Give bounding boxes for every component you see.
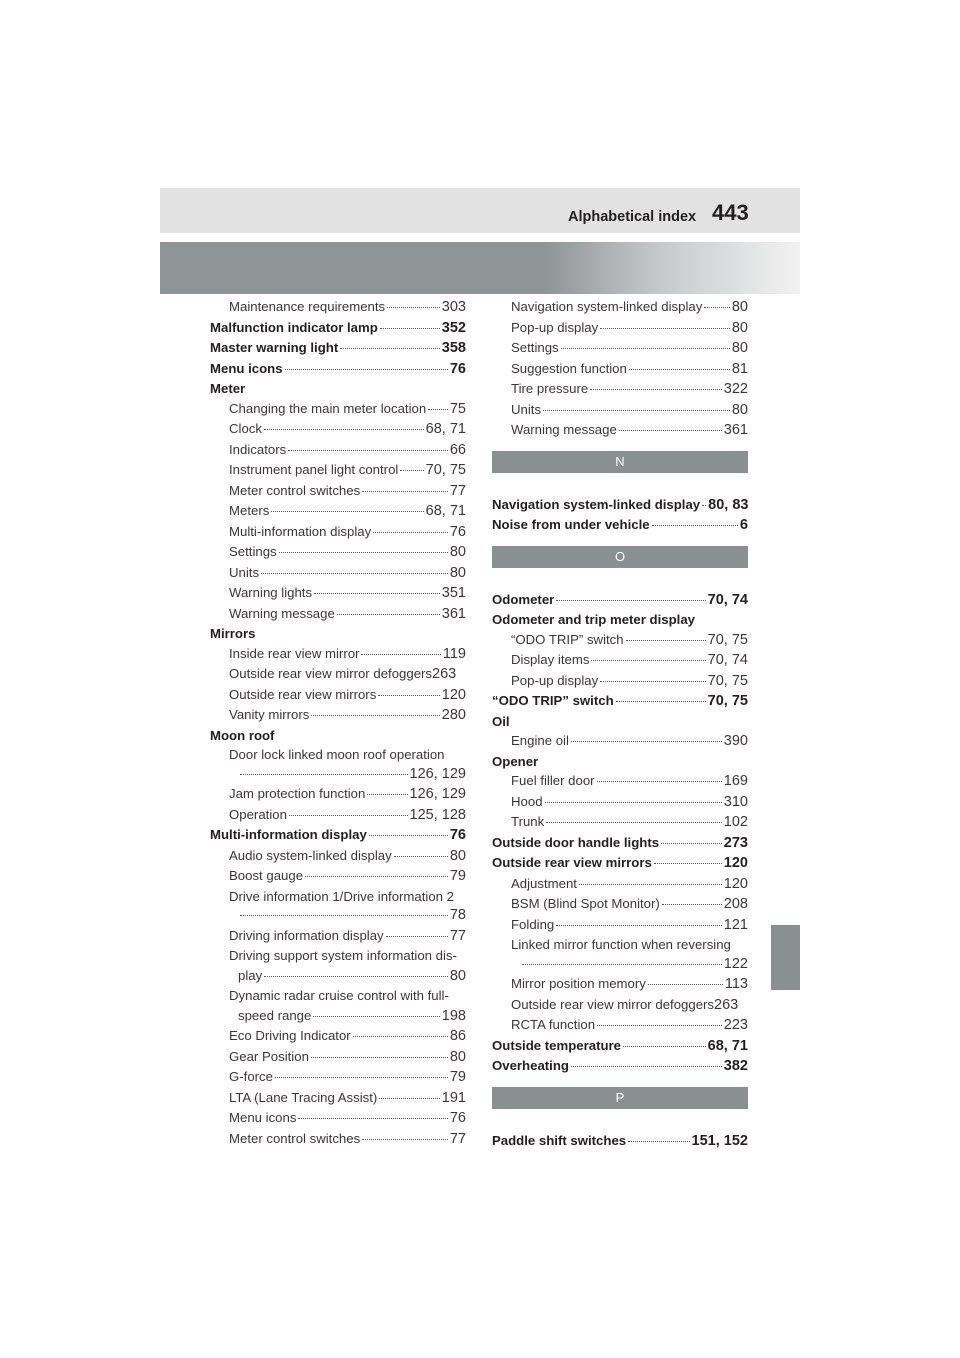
index-subentry-text-cont: speed range xyxy=(238,1007,312,1023)
header-bar xyxy=(160,188,800,233)
dot-leader xyxy=(648,983,723,985)
dot-leader xyxy=(288,449,448,451)
index-page-ref: 208 xyxy=(723,896,748,912)
dot-leader xyxy=(380,327,440,329)
index-page-ref: 361 xyxy=(723,422,748,438)
index-page-ref: 86 xyxy=(449,1028,466,1044)
index-entry-text: Fuel filler door xyxy=(511,773,595,788)
index-entry-text: Hood xyxy=(511,793,543,809)
index-entry-text: Jam protection function xyxy=(229,786,366,801)
index-entry-text: Boost gauge xyxy=(229,868,304,883)
dot-leader xyxy=(264,976,448,977)
index-subentry xyxy=(210,705,466,726)
index-entry-text: Gear Position xyxy=(229,1048,309,1064)
index-subentry xyxy=(210,685,466,706)
index-subentry xyxy=(210,1088,466,1109)
index-entry-text: Master warning light xyxy=(210,340,339,355)
index-subentry xyxy=(492,731,748,752)
dot-leader xyxy=(597,780,722,782)
dot-leader xyxy=(264,428,424,430)
index-page-ref: 70, 75 xyxy=(707,672,748,689)
index-page-ref: 68, 71 xyxy=(425,421,466,437)
dot-leader xyxy=(313,1016,439,1017)
index-page-ref: 70, 75 xyxy=(707,693,748,709)
index-page-ref: 358 xyxy=(441,340,466,356)
index-page-ref: 169 xyxy=(723,773,748,789)
index-page-ref: 81 xyxy=(731,360,748,377)
index-page-ref: 70, 74 xyxy=(707,591,748,608)
index-column-left xyxy=(210,297,466,1149)
dot-leader xyxy=(367,793,407,795)
decorative-band xyxy=(160,242,800,294)
index-entry-text: Outside door handle lights xyxy=(492,834,660,850)
index-entry-text: Meters xyxy=(229,503,270,518)
index-page-ref: 382 xyxy=(723,1058,748,1074)
index-entry xyxy=(492,833,748,854)
index-entry-text: Changing the main meter location xyxy=(229,400,427,416)
index-subentry-text: Door lock linked moon roof operation xyxy=(229,747,445,762)
index-subentry xyxy=(492,297,748,318)
index-entry-text: Outside rear view mirrors xyxy=(229,686,377,702)
index-page-ref: 113 xyxy=(724,976,748,992)
index-entry-text: Menu icons xyxy=(229,1110,297,1125)
index-entry xyxy=(210,624,466,644)
index-subentry xyxy=(492,995,748,1016)
index-entry-text: Odometer xyxy=(492,591,555,607)
index-subentry xyxy=(210,1026,466,1047)
dot-leader xyxy=(597,1024,722,1026)
index-page-ref: 80 xyxy=(731,299,748,315)
index-entry-text: Mirrors xyxy=(210,626,256,641)
index-entry xyxy=(492,712,748,732)
index-page-ref: 119 xyxy=(442,645,466,662)
index-entry-text: Meter control switches xyxy=(229,1130,361,1146)
index-subentry-continuation xyxy=(210,966,466,987)
index-page-ref: 198 xyxy=(441,1007,466,1024)
index-subentry xyxy=(492,400,748,421)
index-page-ref: 80 xyxy=(449,564,466,581)
index-entry-text: Navigation system-linked display xyxy=(492,496,701,512)
index-letter-heading: O xyxy=(492,546,748,568)
index-subentry xyxy=(210,1067,466,1088)
index-entry xyxy=(210,726,466,746)
index-entry xyxy=(492,691,748,712)
index-subentry-text: Drive information 1/Drive information 2 xyxy=(229,888,455,904)
index-subentry xyxy=(492,318,748,339)
index-page-ref: 70, 74 xyxy=(707,652,748,668)
index-page-ref: 126, 129 xyxy=(409,786,466,802)
index-subentry xyxy=(492,771,748,792)
index-entry-text: Mirror position memory xyxy=(511,976,646,991)
index-page-ref: 66 xyxy=(449,441,466,458)
index-entry-text: Meter control switches xyxy=(229,482,361,498)
index-page-ref: 361 xyxy=(441,605,466,622)
index-subentry-text: Dynamic radar cruise control with full- xyxy=(229,988,449,1003)
index-entry-text: Menu icons xyxy=(210,360,283,376)
dot-leader xyxy=(279,551,448,553)
index-entry-text: Paddle shift switches xyxy=(492,1132,627,1148)
index-page-ref: 263 xyxy=(714,996,739,1013)
index-subentry xyxy=(210,664,466,685)
index-subentry xyxy=(210,604,466,625)
dot-leader xyxy=(373,531,448,533)
index-entry-text: “ODO TRIP” switch xyxy=(492,693,614,708)
index-entry-text: Indicators xyxy=(229,441,287,457)
index-entry xyxy=(492,515,748,536)
index-entry xyxy=(492,1131,748,1152)
dot-leader xyxy=(289,814,408,816)
index-entry xyxy=(492,752,748,772)
index-subentry xyxy=(492,812,748,833)
index-entry-text: Outside rear view mirror defoggers xyxy=(229,666,433,681)
dot-leader xyxy=(623,1045,706,1047)
index-page-ref: 77 xyxy=(449,1130,466,1147)
index-subentry xyxy=(210,460,466,481)
dot-leader xyxy=(619,429,722,431)
dot-leader xyxy=(340,347,440,349)
index-subentry xyxy=(492,630,748,651)
index-page-ref: 77 xyxy=(449,927,466,944)
index-entry-text: Navigation system-linked display xyxy=(511,299,703,314)
index-page-ref: 80 xyxy=(449,847,466,864)
index-entry-text: Multi-information display xyxy=(229,523,372,539)
index-entry-text: Outside temperature xyxy=(492,1037,621,1053)
index-page-ref: 80 xyxy=(449,544,466,560)
index-subentry xyxy=(492,650,748,671)
index-subentry xyxy=(492,974,748,995)
dot-leader xyxy=(571,740,722,742)
index-page-ref: 122 xyxy=(723,955,748,972)
index-page-ref: 70, 75 xyxy=(425,462,466,478)
index-entry-text: Opener xyxy=(492,753,539,769)
index-page-ref: 125, 128 xyxy=(409,806,466,823)
index-page-ref: 263 xyxy=(432,666,457,682)
dot-leader xyxy=(369,834,448,836)
index-subentry xyxy=(492,671,748,692)
index-subentry xyxy=(492,792,748,813)
index-entry-text: Overheating xyxy=(492,1058,569,1073)
index-page-ref: 70, 75 xyxy=(707,631,748,648)
index-subentry xyxy=(210,583,466,604)
index-entry-text: Warning message xyxy=(511,422,617,437)
index-subentry xyxy=(492,874,748,895)
index-page-ref: 76 xyxy=(449,523,466,540)
dot-leader xyxy=(275,1076,448,1078)
dot-leader xyxy=(311,1056,448,1058)
dot-leader xyxy=(629,368,730,370)
index-subentry xyxy=(210,866,466,887)
index-subentry-text-cont: play xyxy=(238,967,263,983)
index-subentry xyxy=(492,359,748,380)
index-subentry xyxy=(210,784,466,805)
index-subentry xyxy=(210,399,466,420)
index-entry-text: Multi-information display xyxy=(210,827,367,842)
index-subentry xyxy=(210,297,466,318)
index-entry xyxy=(492,590,748,611)
index-entry xyxy=(210,318,466,339)
index-entry-text: Noise from under vehicle xyxy=(492,517,650,532)
index-page-ref: 126, 129 xyxy=(409,765,466,782)
dot-leader xyxy=(616,700,706,702)
index-subentry xyxy=(210,1129,466,1150)
dot-leader xyxy=(579,883,722,885)
index-page-ref: 273 xyxy=(723,834,748,851)
index-entry-text: Odometer and trip meter display xyxy=(492,612,695,627)
index-subentry xyxy=(492,894,748,915)
index-page-ref: 76 xyxy=(449,360,466,377)
index-page-ref: 80 xyxy=(731,319,748,336)
index-entry-text: G-force xyxy=(229,1069,273,1084)
index-entry xyxy=(210,825,466,846)
index-subentry-continuation xyxy=(210,765,466,785)
index-subentry xyxy=(210,563,466,584)
dot-leader xyxy=(428,408,448,410)
index-entry-text: Trunk xyxy=(511,814,545,829)
index-page-ref: 75 xyxy=(449,400,466,417)
index-page-ref: 68, 71 xyxy=(707,1037,748,1054)
dot-leader xyxy=(240,774,408,775)
index-page-ref: 78 xyxy=(449,907,466,923)
index-page-ref: 310 xyxy=(723,793,748,810)
index-entry-text: Clock xyxy=(229,421,262,436)
dot-leader xyxy=(337,613,440,615)
index-entry xyxy=(492,610,748,630)
index-page-ref: 80 xyxy=(731,340,748,356)
index-subentry xyxy=(210,805,466,826)
index-entry-text: Audio system-linked display xyxy=(229,847,392,863)
index-subentry xyxy=(210,926,466,947)
index-letter-heading: N xyxy=(492,451,748,473)
index-entry xyxy=(492,1036,748,1057)
index-page-ref: 80 xyxy=(449,1048,466,1065)
index-entry-text: Instrument panel light control xyxy=(229,462,399,477)
index-entry-text: Units xyxy=(229,564,260,580)
index-page-ref: 102 xyxy=(723,814,748,830)
index-subentry-continuation xyxy=(492,955,748,975)
index-entry xyxy=(210,338,466,359)
index-subentry xyxy=(492,1015,748,1036)
index-page-ref: 351 xyxy=(441,585,466,601)
dot-leader xyxy=(571,1065,722,1067)
index-subentry xyxy=(492,379,748,400)
index-page-ref: 6 xyxy=(739,517,748,533)
index-entry-text: Inside rear view mirror xyxy=(229,645,360,661)
dot-leader xyxy=(353,1035,448,1037)
index-entry-text: Eco Driving Indicator xyxy=(229,1028,351,1043)
index-subentry xyxy=(492,915,748,936)
dot-leader xyxy=(556,599,705,601)
index-page-ref: 280 xyxy=(441,707,466,723)
index-entry-text: “ODO TRIP” switch xyxy=(511,631,624,647)
dot-leader xyxy=(362,1138,448,1140)
dot-leader xyxy=(298,1117,447,1119)
index-page-ref: 80 xyxy=(449,967,466,984)
index-subentry-text: Driving support system information dis- xyxy=(229,948,457,963)
dot-leader xyxy=(591,659,705,661)
dot-leader xyxy=(362,490,448,492)
index-entry-text: Driving information display xyxy=(229,927,384,943)
index-page-ref: 120 xyxy=(441,686,466,703)
index-page-ref: 77 xyxy=(449,482,466,499)
section-thumb-tab xyxy=(771,925,800,990)
index-page-ref: 76 xyxy=(449,1110,466,1126)
index-subentry xyxy=(210,846,466,867)
index-page-ref: 79 xyxy=(449,868,466,884)
dot-leader xyxy=(314,592,440,594)
index-entry-text: Warning message xyxy=(229,605,335,621)
index-entry-text: Engine oil xyxy=(511,733,569,748)
dot-leader xyxy=(387,306,440,308)
index-entry-text: Pop-up display xyxy=(511,319,599,335)
index-entry xyxy=(210,379,466,399)
dot-leader xyxy=(271,510,423,512)
index-entry-text: Warning lights xyxy=(229,585,313,600)
index-entry-text: Tire pressure xyxy=(511,381,589,396)
dot-leader xyxy=(311,714,439,716)
page-number: 443 xyxy=(712,200,749,225)
index-page-ref: 151, 152 xyxy=(691,1132,748,1149)
index-letter-heading: P xyxy=(492,1087,748,1109)
dot-leader xyxy=(546,821,722,823)
index-entry-text: Folding xyxy=(511,916,555,932)
index-entry-text: Settings xyxy=(511,340,559,355)
index-page-ref: 121 xyxy=(723,916,748,933)
dot-leader xyxy=(379,1097,439,1099)
dot-leader xyxy=(652,524,738,526)
dot-leader xyxy=(702,504,706,506)
index-subentry xyxy=(210,419,466,440)
index-entry-text: Settings xyxy=(229,544,277,559)
dot-leader xyxy=(543,409,730,411)
index-subentry xyxy=(210,1047,466,1068)
index-page-ref: 390 xyxy=(723,733,748,749)
index-page-ref: 80, 83 xyxy=(708,496,749,513)
index-entry-text: Moon roof xyxy=(210,727,275,743)
dot-leader xyxy=(628,1140,689,1142)
dot-leader xyxy=(240,915,448,916)
index-entry-text: LTA (Lane Tracing Assist) xyxy=(229,1089,378,1105)
index-subentry xyxy=(210,1108,466,1129)
index-entry-text: Maintenance requirements xyxy=(229,299,386,314)
index-entry-text: Oil xyxy=(492,713,510,729)
index-subentry-continuation xyxy=(210,906,466,926)
index-entry-text: Suggestion function xyxy=(511,360,627,376)
index-subentry xyxy=(210,440,466,461)
index-page-ref: 322 xyxy=(723,381,748,397)
index-entry-text: Outside rear view mirror defoggers xyxy=(511,996,715,1012)
index-subentry-text: Linked mirror function when reversing xyxy=(511,937,731,952)
index-entry-text: Adjustment xyxy=(511,875,577,891)
index-entry xyxy=(210,359,466,380)
index-subentry xyxy=(210,481,466,502)
dot-leader xyxy=(556,924,722,926)
index-entry-text: BSM (Blind Spot Monitor) xyxy=(511,896,660,911)
dot-leader xyxy=(400,469,423,471)
index-page-ref: 76 xyxy=(449,827,466,843)
index-subentry xyxy=(210,501,466,522)
dot-leader xyxy=(626,639,706,641)
index-page-ref: 120 xyxy=(723,875,748,892)
index-page-ref: 352 xyxy=(441,319,466,336)
index-subentry-continuation xyxy=(210,1006,466,1027)
dot-leader xyxy=(378,694,440,696)
index-entry-text: Display items xyxy=(511,652,590,667)
index-page-ref: 223 xyxy=(723,1017,748,1033)
index-entry-text: Outside rear view mirrors xyxy=(492,855,652,870)
index-entry-text: Operation xyxy=(229,806,287,822)
dot-leader xyxy=(661,842,722,844)
dot-leader xyxy=(704,306,730,308)
index-entry-text: Vanity mirrors xyxy=(229,707,310,722)
dot-leader xyxy=(654,862,722,864)
index-page-ref: 120 xyxy=(723,855,748,871)
index-subentry xyxy=(210,644,466,665)
index-entry xyxy=(492,495,748,516)
dot-leader xyxy=(305,875,448,877)
dot-leader xyxy=(361,653,440,655)
dot-leader xyxy=(386,935,448,937)
index-subentry xyxy=(492,420,748,441)
dot-leader xyxy=(394,855,448,857)
dot-leader xyxy=(545,801,722,803)
index-page-ref: 79 xyxy=(449,1069,466,1085)
index-subentry xyxy=(210,522,466,543)
index-entry-text: Pop-up display xyxy=(511,672,599,688)
index-subentry xyxy=(210,542,466,563)
index-subentry xyxy=(492,338,748,359)
dot-leader xyxy=(600,327,730,329)
index-entry-text: Units xyxy=(511,401,542,417)
index-page-ref: 80 xyxy=(731,401,748,418)
dot-leader xyxy=(662,903,722,905)
dot-leader xyxy=(261,572,448,574)
index-entry xyxy=(492,1056,748,1077)
index-entry-text: Meter xyxy=(210,381,246,396)
index-entry-text: Malfunction indicator lamp xyxy=(210,319,378,335)
index-entry-text: RCTA function xyxy=(511,1017,596,1032)
dot-leader xyxy=(590,388,722,390)
page-header-title: Alphabetical index xyxy=(568,209,697,225)
dot-leader xyxy=(561,347,730,349)
dot-leader xyxy=(285,368,448,370)
dot-leader xyxy=(600,680,705,682)
index-column-right xyxy=(492,297,748,1151)
dot-leader xyxy=(522,964,722,965)
index-entry xyxy=(492,853,748,874)
index-page-ref: 191 xyxy=(441,1089,466,1106)
index-page-ref: 68, 71 xyxy=(425,503,466,519)
index-page-ref: 303 xyxy=(441,299,466,315)
